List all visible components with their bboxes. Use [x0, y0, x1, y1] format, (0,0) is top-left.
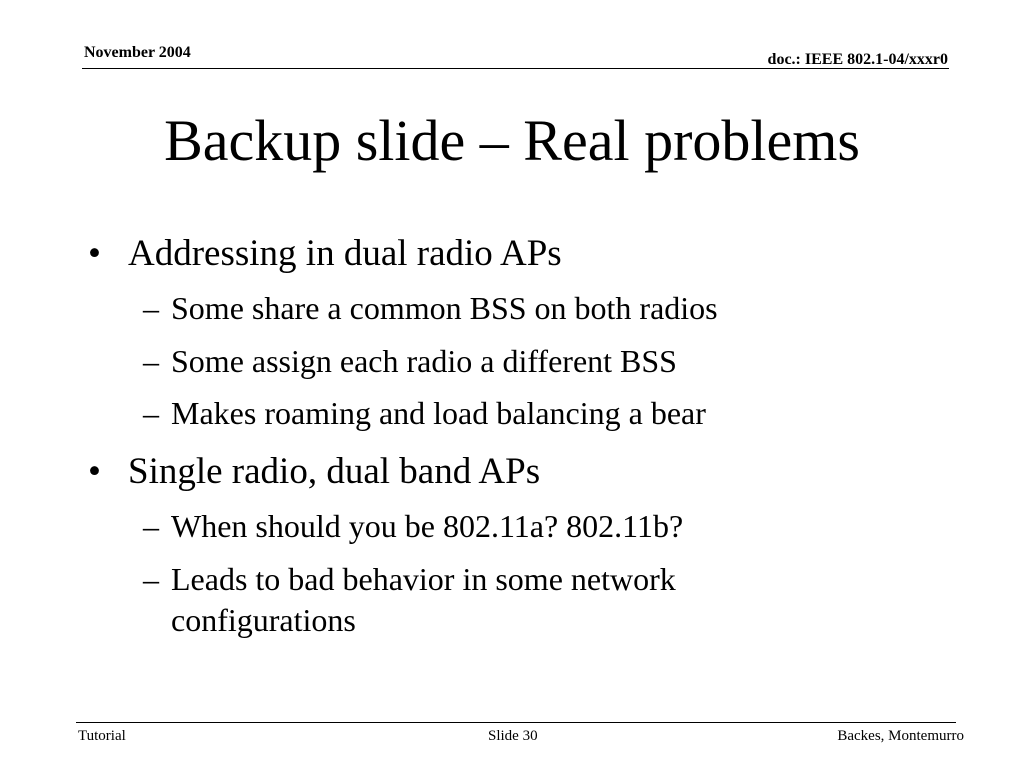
slide-title: Backup slide – Real problems — [164, 108, 860, 173]
header-doc-id: doc.: IEEE 802.1-04/xxxr0 — [767, 51, 948, 68]
header-date: November 2004 — [84, 44, 191, 61]
footer-divider — [76, 722, 956, 723]
footer-authors: Backes, Montemurro — [837, 728, 964, 744]
sub-bullet-text: Makes roaming and load balancing a bear — [171, 395, 706, 431]
bullet-symbol: • — [88, 233, 101, 274]
footer-category: Tutorial — [78, 728, 126, 744]
sub-bullet-symbol: – — [143, 290, 159, 326]
sub-bullet-text: Leads to bad behavior in some network — [171, 561, 676, 597]
bullet-symbol: • — [88, 451, 101, 492]
sub-bullet-symbol: – — [143, 343, 159, 379]
slide-number: Slide 30 — [488, 728, 538, 744]
sub-bullet-text: When should you be 802.11a? 802.11b? — [171, 508, 684, 544]
bullet-text: Addressing in dual radio APs — [128, 233, 562, 274]
sub-bullet-symbol: – — [143, 395, 159, 431]
bullet-text: Single radio, dual band APs — [128, 451, 541, 492]
sub-bullet-text: Some assign each radio a different BSS — [171, 343, 677, 379]
sub-bullet-symbol: – — [143, 561, 159, 597]
sub-bullet-text: Some share a common BSS on both radios — [171, 290, 718, 326]
sub-bullet-text: configurations — [171, 602, 356, 638]
sub-bullet-symbol: – — [143, 508, 159, 544]
